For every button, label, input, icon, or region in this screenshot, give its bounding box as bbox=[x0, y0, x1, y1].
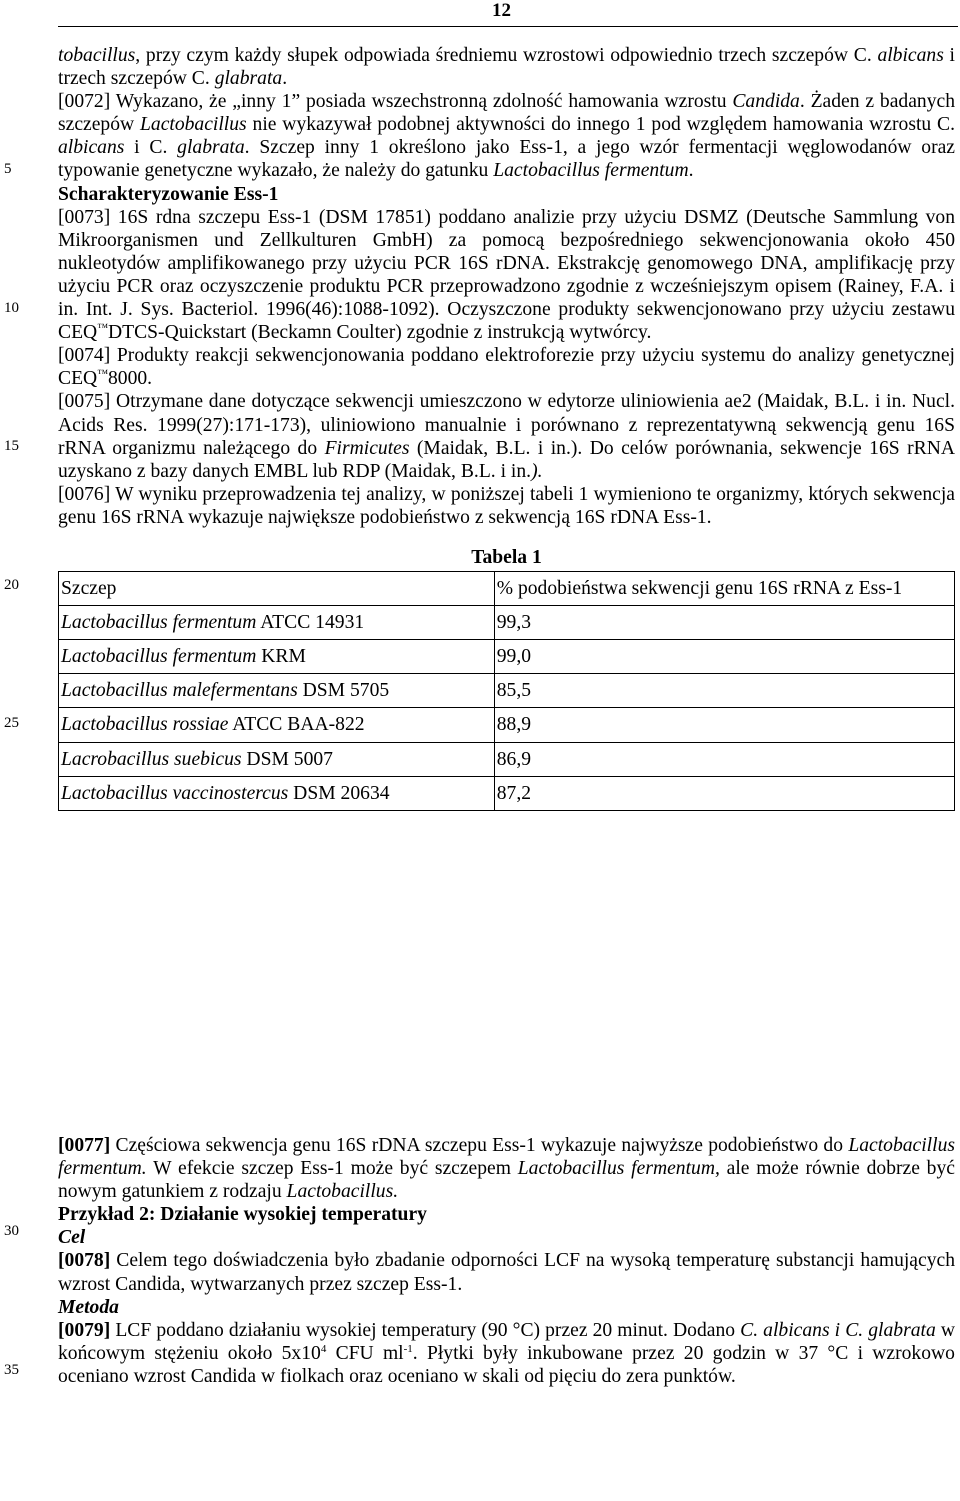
line-number-15: 15 bbox=[4, 438, 19, 454]
strain-cell: Lacrobacillus suebicus DSM 5007 bbox=[59, 742, 495, 776]
paragraph-tag: [0072] bbox=[58, 91, 111, 113]
table-row bbox=[59, 640, 955, 674]
subheading-metoda: Metoda bbox=[58, 1296, 119, 1318]
subheading-cel: Cel bbox=[58, 1227, 86, 1249]
paragraph-continuation: tobacillus, przy czym każdy słupek odpowiada średniemu wzrostowi odpowiednio trzech szczepów C. albicans i trzech szczepów C. glabrata. bbox=[58, 45, 955, 90]
similarity-cell: 85,5 bbox=[494, 674, 954, 708]
header-rule bbox=[58, 26, 958, 27]
paragraph-tag: [0078] bbox=[58, 1250, 111, 1272]
paragraph-tag: [0074] bbox=[58, 345, 111, 367]
paragraph-tag: [0079] bbox=[58, 1319, 111, 1341]
strain-cell: Lactobacillus malefermentans DSM 5705 bbox=[59, 674, 495, 708]
similarity-cell: 99,3 bbox=[494, 606, 954, 640]
table-header-row bbox=[59, 572, 955, 606]
line-number-25: 25 bbox=[4, 715, 19, 731]
paragraph-tag: [0075] bbox=[58, 391, 111, 413]
similarity-cell: 87,2 bbox=[494, 776, 954, 810]
strain-cell: Lactobacillus vaccinostercus DSM 20634 bbox=[59, 776, 495, 810]
paragraph-tag: [0077] bbox=[58, 1135, 111, 1156]
strain-cell: Lactobacillus fermentum KRM bbox=[59, 640, 495, 674]
paragraph-0073: [0073] 16S rdna szczepu Ess-1 (DSM 17851) poddano analizie przy użyciu DSMZ (Deutsche Sammlung von Mikroorganismen und Zellkulturen GmbH) za pomocą bezpośredniego sekwencjonowania około 450 nukleotydów amplifikowanego przy użyciu PCR 16S rDNA. Ekstrakcję genomowego DNA, amplifikację przy użyciu PCR oraz oczyszczenie produktu PCR przeprowadzono zgodnie z wcześniejszym opisem (Rainey, F.A. i in. Int. J. Sys. Bacteriol. 1996(46):1088-1092). Oczyszczone produkty sekwencjonowano przy użyciu zestawu CEQ™DTCS-Quickstart (Beckamn Coulter) zgodnie z instrukcją wytwórcy. bbox=[58, 206, 955, 344]
text-column-bottom bbox=[58, 1134, 955, 1388]
paragraph-0074: [0074] Produkty reakcji sekwencjonowania poddano elektroforezie przy użyciu systemu do analizy genetycznej CEQ™8000. bbox=[58, 345, 955, 390]
page-number: 12 bbox=[492, 0, 511, 21]
text-column-top bbox=[58, 44, 955, 811]
paragraph-0078: [0078] Celem tego doświadczenia było zbadanie odporności LCF na wysoką temperaturę substancji hamujących wzrost Candida, wytwarzanych przez szczep Ess-1. bbox=[58, 1250, 955, 1295]
table-title: Tabela 1 bbox=[471, 546, 542, 568]
table-row bbox=[59, 708, 955, 742]
similarity-cell: 86,9 bbox=[494, 742, 954, 776]
paragraph-0075: [0075] Otrzymane dane dotyczące sekwencji umieszczono w edytorze uliniowienia ae2 (Maidak, B.L. i in. Nucl. Acids Res. 1999(27):171-173), uliniowiono manualnie i porównano z reprezentatywną sekwencją genu 16S rRNA organizmu należącego do Firmicutes (Maidak, B.L. i in.). Do celów porównania, sekwencje 16S rRNA uzyskano z bazy danych EMBL lub RDP (Maidak, B.L. i in.). bbox=[58, 391, 955, 482]
line-number-20: 20 bbox=[4, 577, 19, 593]
similarity-cell: 99,0 bbox=[494, 640, 954, 674]
similarity-cell: 88,9 bbox=[494, 708, 954, 742]
table-header-cell: Szczep bbox=[59, 572, 495, 606]
table-row bbox=[59, 606, 955, 640]
paragraph-0076: [0076] W wyniku przeprowadzenia tej analizy, w poniższej tabeli 1 wymieniono te organizmy, których sekwencja genu 16S rRNA wykazuje największe podobieństwo z sekwencją 16S rDNA Ess-1. bbox=[58, 483, 955, 528]
table-row bbox=[59, 742, 955, 776]
section-heading: Scharakteryzowanie Ess-1 bbox=[58, 183, 279, 205]
line-number-5: 5 bbox=[4, 161, 12, 177]
paragraph-0072: [0072] Wykazano, że „inny 1” posiada wszechstronną zdolność hamowania wzrostu Candida. Żaden z badanych szczepów Lactobacillus nie wykazywał podobnej aktywności do innego 1 pod względem hamowania wzrostu C. albicans i C. glabrata. Szczep inny 1 określono jako Ess-1, a jego wzór fermentacji węglowodanów oraz typowanie genetyczne wykazało, że należy do gatunku Lactobacillus fermentum. bbox=[58, 91, 956, 182]
table-row bbox=[59, 674, 955, 708]
paragraph-0079: [0079] LCF poddano działaniu wysokiej temperatury (90 °C) przez 20 minut. Dodano C. albicans i C. glabrata w końcowym stężeniu około $5x10^4$ CFU $ml^{-1}$. Płytki były inkubowane przez 20 godzin w 37 °C i wzrokowo oceniano wzrost Candida w fiolkach oraz oceniano w skali od pięciu do zera punktów. bbox=[58, 1319, 955, 1387]
paragraph-tag: [0076] bbox=[58, 483, 111, 505]
example-heading: Przykład 2: Działanie wysokiej temperatury bbox=[58, 1204, 427, 1226]
table-row bbox=[59, 776, 955, 810]
strain-cell: Lactobacillus rossiae ATCC BAA-822 bbox=[59, 708, 495, 742]
line-number-30: 30 bbox=[4, 1223, 19, 1239]
strain-cell: Lactobacillus fermentum ATCC 14931 bbox=[59, 606, 495, 640]
line-number-35: 35 bbox=[4, 1362, 19, 1378]
paragraph-0077: [0077] Częściowa sekwencja genu 16S rDNA szczepu Ess-1 wykazuje najwyższe podobieństwo do Lactobacillus fermentum. W efekcie szczep Ess-1 może być szczepem Lactobacillus fermentum, ale może równie dobrze być nowym gatunkiem z rodzaju Lactobacillus. bbox=[58, 1135, 955, 1203]
line-number-10: 10 bbox=[4, 300, 19, 316]
paragraph-tag: [0073] bbox=[58, 206, 111, 228]
similarity-table bbox=[58, 571, 955, 811]
table-header-cell: % podobieństwa sekwencji genu 16S rRNA z Ess-1 bbox=[494, 572, 954, 606]
